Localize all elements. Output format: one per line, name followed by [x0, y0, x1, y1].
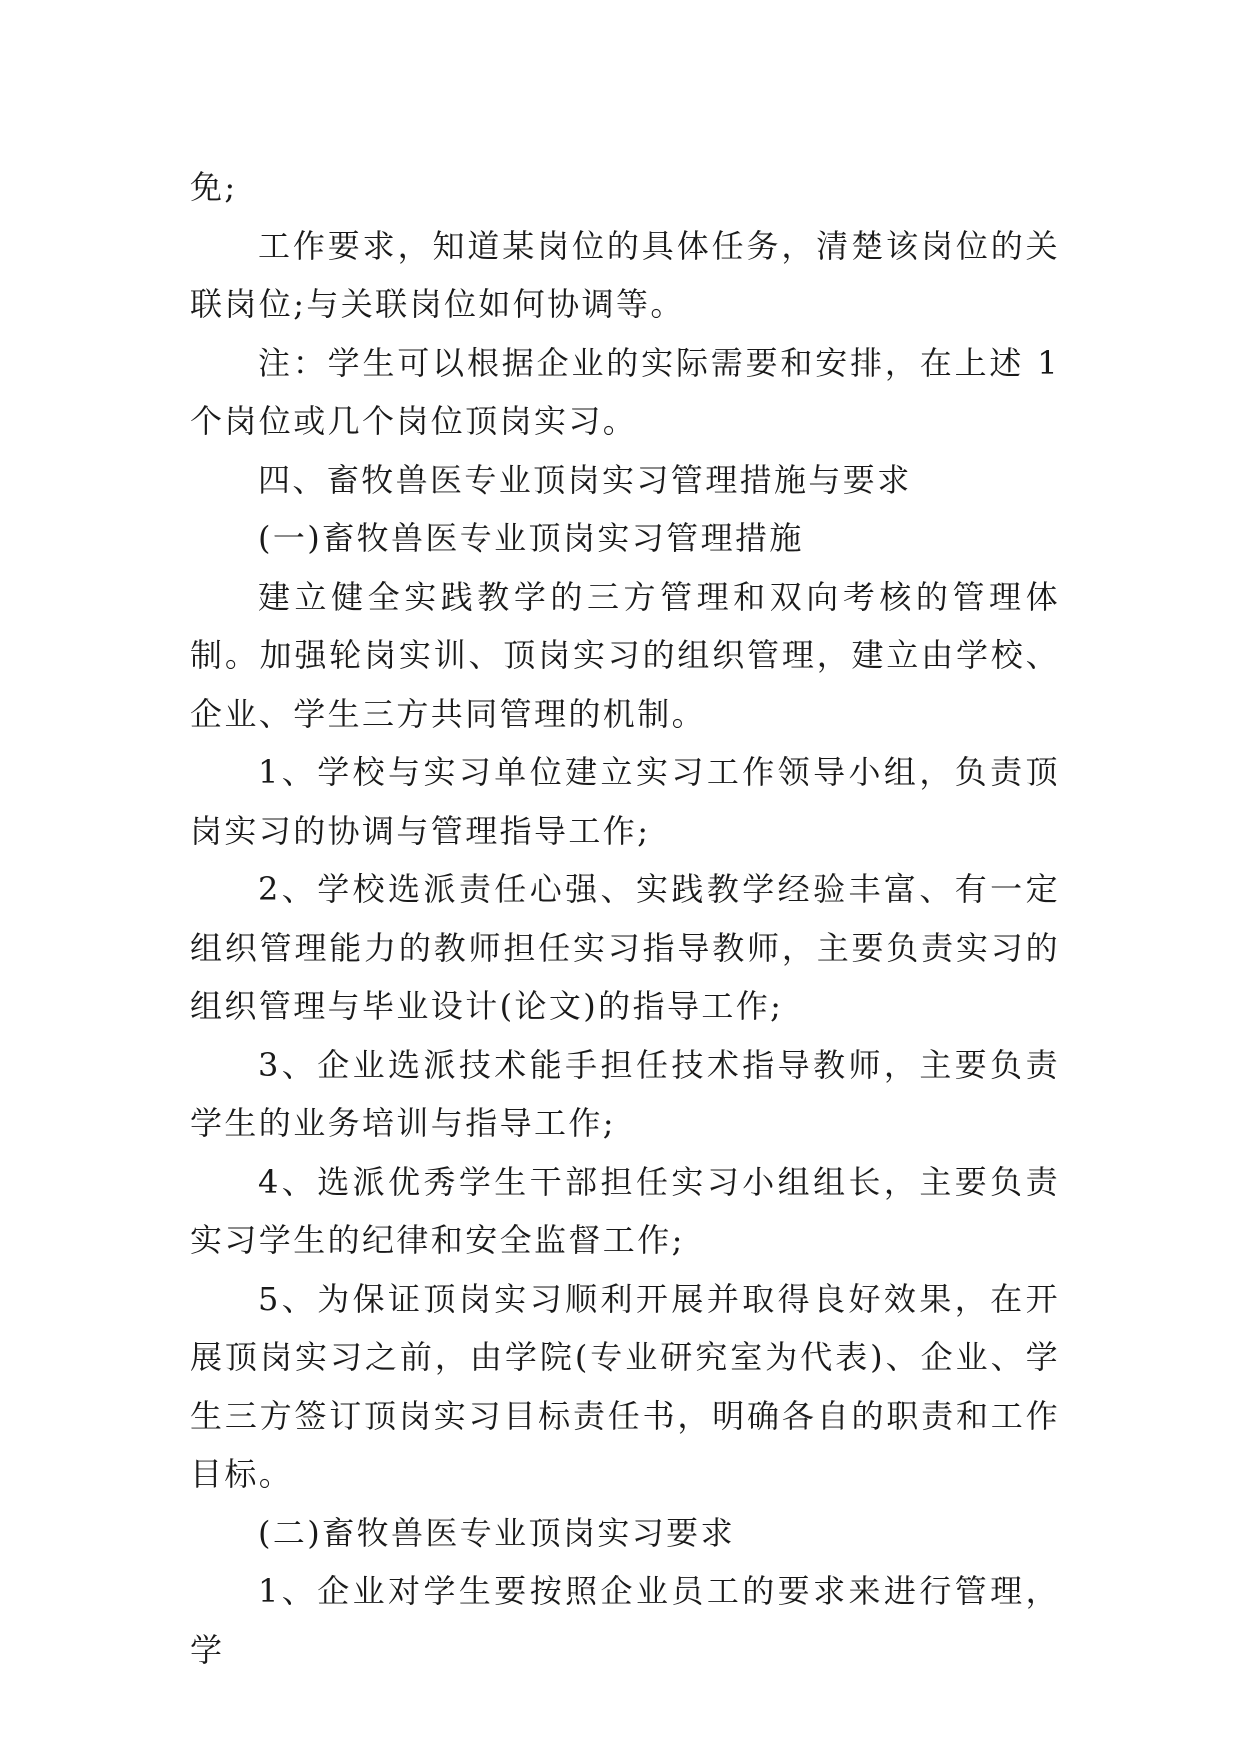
paragraph-note: 注：学生可以根据企业的实际需要和安排，在上述 1 个岗位或几个岗位顶岗实习。: [190, 343, 1060, 440]
list-item-3: 3、企业选派技术能手担任技术指导教师，主要负责学生的业务培训与指导工作;: [190, 1045, 1060, 1142]
document-page: [190, 158, 1060, 1679]
paragraph-fragment-end: 免;: [190, 168, 238, 206]
list-item-1: 1、学校与实习单位建立实习工作领导小组，负责顶岗实习的协调与管理指导工作;: [190, 753, 1060, 850]
subsection-heading-measures: (一)畜牧兽医专业顶岗实习管理措施: [258, 519, 804, 557]
paragraph-management-system: 建立健全实践教学的三方管理和双向考核的管理体制。加强轮岗实训、顶岗实习的组织管理，建立由学校、企业、学生三方共同管理的机制。: [190, 577, 1060, 733]
list-item-4: 4、选派优秀学生干部担任实习小组组长，主要负责实习学生的纪律和安全监督工作;: [190, 1162, 1060, 1259]
section-heading-four: 四、畜牧兽医专业顶岗实习管理措施与要求: [258, 460, 912, 499]
list-item-2: 2、学校选派责任心强、实践教学经验丰富、有一定组织管理能力的教师担任实习指导教师，主要负责实习的组织管理与毕业设计(论文)的指导工作;: [190, 870, 1060, 1025]
paragraph-work-requirements: 工作要求，知道某岗位的具体任务，清楚该岗位的关联岗位;与关联岗位如何协调等。: [190, 226, 1060, 323]
subsection-heading-requirements: (二)畜牧兽医专业顶岗实习要求: [258, 1513, 735, 1552]
requirements-item-1: 1、企业对学生要按照企业员工的要求来进行管理，学: [190, 1572, 1060, 1669]
list-item-5: 5、为保证顶岗实习顺利开展并取得良好效果，在开展顶岗实习之前，由学院(专业研究室为代表)、企业、学生三方签订顶岗实习目标责任书，明确各自的职责和工作目标。: [190, 1279, 1060, 1493]
